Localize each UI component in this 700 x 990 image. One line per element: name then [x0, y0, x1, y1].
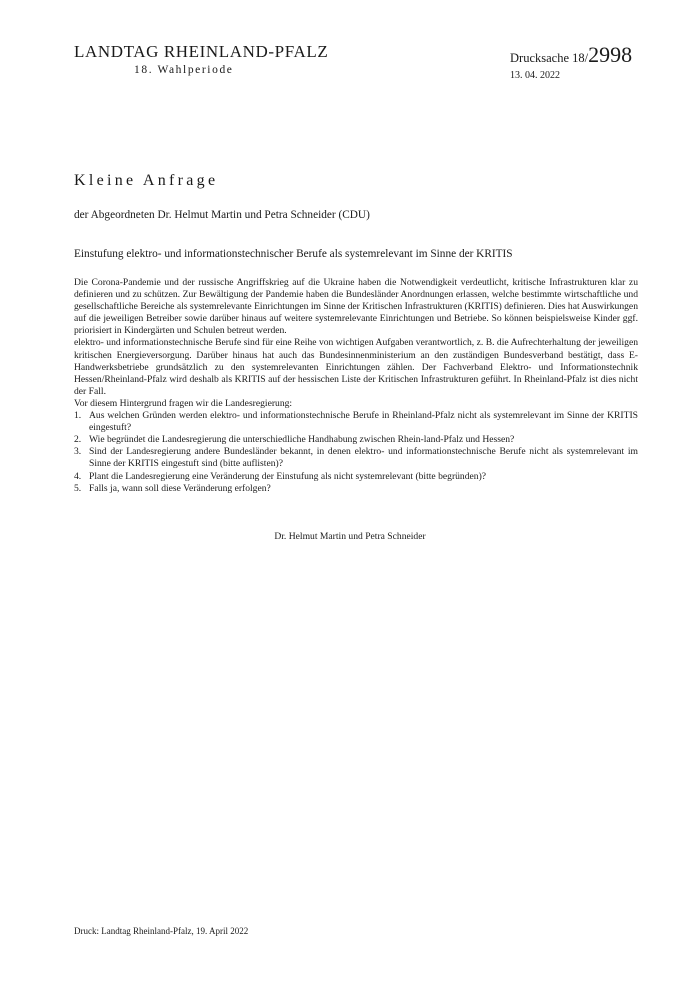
print-footer: Druck: Landtag Rheinland-Pfalz, 19. April 2022 [74, 926, 249, 936]
document-body [74, 277, 638, 495]
question-text: Aus welchen Gründen werden elektro- und informationstechnische Berufe in Rheinland-Pfalz nicht als systemrelevant im Sinne der KRITIS eingestuft? [89, 410, 638, 434]
question-list [74, 410, 638, 495]
question-item [74, 483, 638, 495]
question-text: Wie begründet die Landesregierung die unterschiedliche Handhabung zwischen Rhein-land-Pfalz und Hessen? [89, 434, 515, 446]
parliament-header [74, 42, 328, 78]
signature: Dr. Helmut Martin und Petra Schneider [274, 531, 426, 542]
body-paragraph: Die Corona-Pandemie und der russische Angriffskrieg auf die Ukraine haben die Notwendigkeit verdeutlicht, kritische Infrastrukturen klar zu definieren und zu schützen. Zur Bewältigung der Pandemie haben die Bundesländer Anordnungen erlassen, welche bestimmte wirtschaftliche und gesellschaftliche Bereiche als systemrelevante Einrichtungen im Sinne der Kritischen Infrastrukturen (KRITIS) definieren. Dies hat Auswirkungen auf die jeweiligen Betreiber sowie darüber hinaus auf weitere systemrelevante Einrichtungen und Betriebe. So können beispielsweise Kinder ggf. priorisiert in Kindergärten und Schulen betreut werden. [74, 277, 638, 337]
question-number: 2. [74, 434, 82, 446]
document-number-line [510, 44, 632, 69]
question-text: Plant die Landesregierung eine Veränderung der Einstufung als nicht systemrelevant (bitte begründen)? [89, 470, 487, 482]
parliament-name: LANDTAG RHEINLAND-PFALZ [74, 42, 329, 61]
document-reference [510, 44, 632, 83]
body-paragraph: elektro- und informationstechnische Berufe sind für eine Reihe von wichtigen Aufgaben verantwortlich, z. B. die Aufrechterhaltung der jeweiligen kritischen Energieversorgung. Darüber hinaus hat auch das Bundesinnenministerium an den zuständigen Bundesverband bestätigt, dass E-Handwerksbetriebe grundsätzlich zu den systemrelevanten Einrichtungen zählen. Der Fachverband Elektro- und Informationstechnik Hessen/Rheinland-Pfalz wird deshalb als KRITIS auf der hessischen Liste der Kritischen Infrastrukturen geführt. In Rheinland-Pfalz ist dies nicht der Fall. [74, 337, 638, 397]
body-paragraph: Vor diesem Hintergrund fragen wir die Landesregierung: [74, 397, 293, 409]
subject-heading: Einstufung elektro- und informationstechnischer Berufe als systemrelevant im Sinne der KRITIS [74, 248, 513, 260]
authors-line: der Abgeordneten Dr. Helmut Martin und Petra Schneider (CDU) [74, 209, 370, 221]
question-item [74, 471, 638, 483]
legislative-period: 18. Wahlperiode [134, 64, 234, 76]
question-item [74, 410, 638, 434]
document-number: 2998 [588, 42, 633, 67]
question-number: 5. [74, 482, 82, 494]
document-number-label: Drucksache 18/ [510, 51, 589, 65]
question-number: 4. [74, 470, 82, 482]
document-type-heading: Kleine Anfrage [74, 172, 219, 189]
question-number: 1. [74, 410, 82, 422]
question-item [74, 434, 638, 446]
document-date: 13. 04. 2022 [510, 70, 560, 81]
question-text: Sind der Landesregierung andere Bundesländer bekannt, in denen elektro- und informationstechnische Berufe nicht als systemrelevant im Sinne der KRITIS eingestuft sind (bitte auflisten)? [89, 446, 638, 470]
question-text: Falls ja, wann soll diese Veränderung erfolgen? [89, 482, 271, 494]
question-item [74, 446, 638, 470]
question-number: 3. [74, 446, 82, 458]
